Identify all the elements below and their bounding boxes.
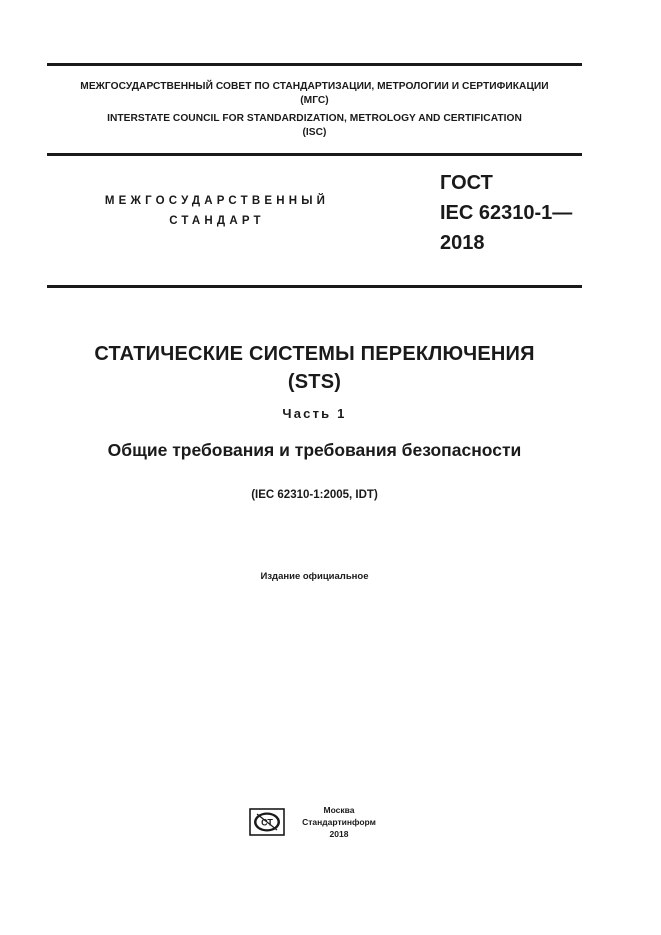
gost-label: ГОСТ bbox=[440, 172, 493, 194]
council-en-name: INTERSTATE COUNCIL FOR STANDARDIZATION, METROLOGY AND CERTIFICATION bbox=[107, 113, 522, 124]
edition-note: Издание официальное bbox=[260, 571, 369, 582]
designation-rule bbox=[47, 285, 582, 288]
publisher-city: Москва bbox=[323, 805, 355, 815]
publisher-info bbox=[295, 804, 383, 840]
standartinform-logo-icon bbox=[249, 808, 285, 836]
council-en-abbr: (ISC) bbox=[302, 127, 327, 138]
council-en bbox=[47, 112, 582, 140]
title-line1: СТАТИЧЕСКИЕ СИСТЕМЫ ПЕРЕКЛЮЧЕНИЯ bbox=[94, 343, 535, 365]
council-ru bbox=[47, 80, 582, 108]
logo-text: СТ bbox=[261, 817, 273, 828]
standard-type-line2: СТАНДАРТ bbox=[169, 215, 265, 227]
council-ru-name: МЕЖГОСУДАРСТВЕННЫЙ СОВЕТ ПО СТАНДАРТИЗАЦИИ, МЕТРОЛОГИИ И СЕРТИФИКАЦИИ bbox=[80, 81, 549, 92]
standard-type-line1: МЕЖГОСУДАРСТВЕННЫЙ bbox=[104, 195, 330, 207]
gost-designation bbox=[440, 168, 572, 258]
title-line2: (STS) bbox=[287, 371, 342, 393]
council-ru-abbr: (МГС) bbox=[300, 95, 329, 106]
gost-year: 2018 bbox=[440, 232, 485, 254]
publisher-name: Стандартинформ bbox=[302, 817, 376, 827]
standard-type bbox=[47, 191, 387, 231]
gost-number: IEC 62310-1— bbox=[440, 202, 573, 224]
document-title bbox=[47, 340, 582, 396]
header-rule bbox=[47, 153, 582, 156]
document-subtitle: Общие требования и требования безопасности bbox=[107, 440, 522, 460]
iec-reference: (IEC 62310-1:2005, IDT) bbox=[251, 489, 378, 501]
top-rule bbox=[47, 63, 582, 66]
part-number: Часть 1 bbox=[282, 406, 347, 421]
publisher-year: 2018 bbox=[329, 829, 349, 839]
